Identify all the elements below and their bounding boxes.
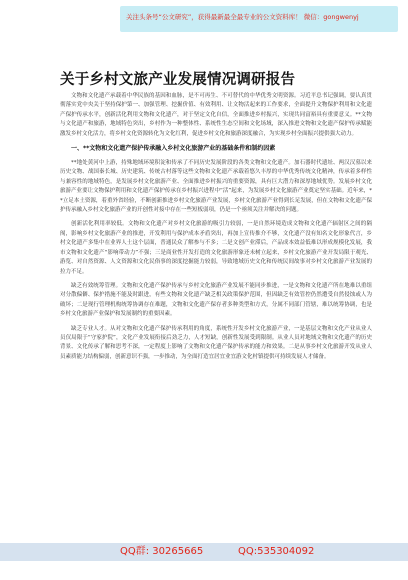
body-paragraph-4: 缺乏专业人才。从对文物和文化遗产保护传承利用的角度，系统性开发乡村文化旅游产业，一是基层文物和文化产业从业人员仅局限于“守家护院”，文化产业发展衔接后劲乏力，人才短缺，创新性发展受到限制。从业人员对地域文物和文化遗产的历史背景、文化传承了解和思考不深，一定程度上影响了文物和文化遗产保护传承的能力和效果。二是从事乡村文化旅游开发从业人员素质能力结构偏弱，创新意识不强，一步推动，为全面打造宜居宜业宜游文化村镇提供可持续发展人才储备。 — [60, 325, 372, 360]
body-paragraph-3: 缺乏有效统筹管理。文物和文化遗产保护传承与乡村文化旅游产业发展不能同步推进，一是文物和文化遗产所在地难以重组对分散偏僻、保护措施不能及时跟进，有些文物和文化遗产缺乏相关政策保护范围，但因缺乏有效管控仍然遭受自然侵蚀或人为破坏；二是现行管理机构统筹协调存在难题，文物和文化遗产保存者多种类型和方式，分属不同部门管辖，难以统筹协调，也是乡村文化旅游产业保护和发展制约的重要因素。 — [60, 282, 372, 318]
document-title: 关于乡村文旅产业发展情况调研报告 — [60, 72, 296, 88]
footer-bar — [0, 543, 408, 561]
promo-banner-text: 关注头条号“公文研究”，获得最新最全最专业的公文资料库！ 微信：gongwenyj — [126, 13, 359, 21]
body-paragraph-2: 创新活化利用率较低。文物和文化遗产对乡村文化旅游的吸引力较弱，一是自然环境造成文物和文化遗产辐射区之间的隔阂，影响乡村文化旅游产业的推进，开发利用与保护成本矛盾突出，再加上宣传推介不够，文化遗产没有知名文化形象代言，乡村文化遗产多集中在业界人士这个层面，普通民众了解参与不多；二是文创产业滞后，产品成本效益低难以形成规模化发展，我市文物和文化遗产“影响带动力”不强；三是商业性开发打造的文化旅游形象还未树立起来，乡村文化旅游产业开发局限于观光、游览、对自然资源、人文资源和文化民俗事的深度挖掘能力较弱，导致地域历史文化和传统民间故事对乡村文化旅游产业发展的拉力不足。 — [60, 221, 372, 275]
footer-qq-group: QQ群: 30265665 — [120, 546, 204, 557]
section-heading-1: 一、**文物和文化遗产保护传承融入乡村文化旅游产业的基础条件和制约因素 — [71, 145, 276, 153]
intro-paragraph: 文物和文化遗产承载着中华民族的基因和血脉，是不可再生、不可替代的中华优秀文明资源。习近平总书记强调，要认真贯彻落实党中央关于坚持保护第一、加强管理、挖掘价值、有效利用、让文物活起来的工作要求，全面提升文物保护利用和文化遗产保护传承水平，创新活化利用文物和文化遗产，对于坚定文化自信，全面推进乡村振兴，实现共同富裕具有重要意义。**文物与文化遗产和旅游，地域特色突出，乡村作为一种整体性、系统性生态空间和文化场域，深入推进文物和文化遗产保护传承赋能激发乡村文化活力，将乡村文化资源转化为文化红利，促进乡村文化和旅游深度融合，为实现乡村全面振兴提供强大动力。 — [60, 93, 372, 137]
body-paragraph-1: **地处黄河中上游，持殊地域环境积淀和传承了不同历史发展阶段的各类文物和文化遗产。加石器时代遗址、两汉汉墓以来历史文物、战国秦长城、历史建筑、传统古村落等这些文物和文化遗产承载着悠久丰厚的中华优秀传统文化精神，传承着多样性与兼容性的地域特色，是发展乡村文化旅游产业、全面推进乡村振兴的重要资源，具有巨大潜力和深厚地域优势。发展乡村文化旅游产业要让文物保护利用和文化遗产保护传承在乡村振兴进程中“活”起来，为发展乡村文化旅游产业奠定坚实基础。近年来，**立足本土资源，着重外省经验，不断创新推进乡村文化旅游产业发展，乡村文化旅游产业得到长足发展，但在文物和文化遗产保护传承融入乡村文化旅游产业的开创性对接中存在一些短板弱项，仍是一个亟须关注并解决的问题。 — [60, 160, 372, 214]
top-promo-banner — [120, 6, 398, 32]
footer-qq: QQ:535304092 — [238, 546, 315, 557]
document-body — [60, 92, 372, 367]
